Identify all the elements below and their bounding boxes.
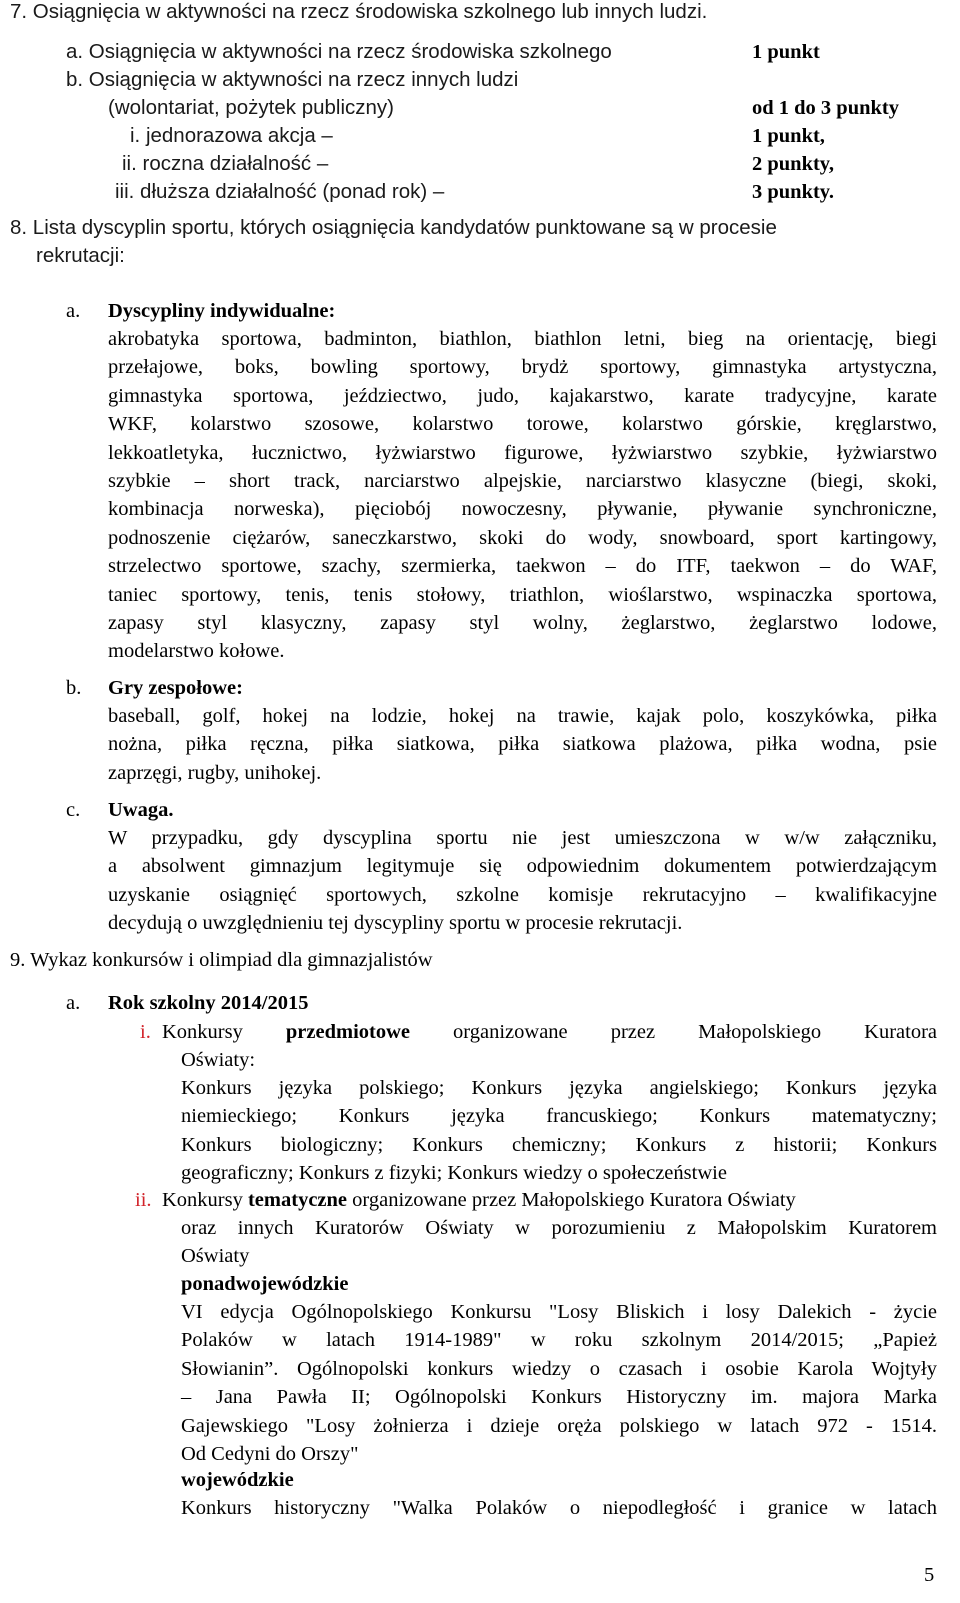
s8-c-marker: c. <box>66 799 81 821</box>
s8-a-line: taniec sportowy, tenis, tenis stołowy, triathlon, wioślarstwo, wspinaczka sportowa, <box>108 583 937 606</box>
section-8-heading-line1: 8. Lista dyscyplin sportu, których osiągnięcia kandydatów punktowane są w procesie <box>10 216 777 239</box>
s8-b-line: baseball, golf, hokej na lodzie, hokej na trawie, kajak polo, koszykówka, piłka <box>108 705 937 727</box>
s9-ii-line: Oświaty <box>181 1245 250 1268</box>
s7-item-ii-label: ii. roczna działalność – <box>122 152 329 175</box>
s8-a-line: kombinacja norweska), pięciobój nowoczesny, pływanie, pływanie synchroniczne, <box>108 498 937 521</box>
s9-i-post: organizowane przez Małopolskiego Kuratora <box>410 1021 937 1043</box>
s9-i-line <box>162 1018 937 1046</box>
s8-a-title: Dyscypliny indywidualne: <box>108 300 336 322</box>
s9-i-contest-line: niemieckiego; Konkurs języka francuskiego; Konkurs matematyczny; <box>181 1105 937 1128</box>
s8-a-line: lekkoatletyka, łucznictwo, łyżwiarstwo figurowe, łyżwiarstwo szybkie, łyżwiarstwo <box>108 441 937 464</box>
s9-a-title: Rok szkolny 2014/2015 <box>108 992 309 1014</box>
s9-supra-line: VI edycja Ogólnopolskiego Konkursu "Losy Bliskich i losy Dalekich - życie <box>181 1301 937 1323</box>
s8-a-marker: a. <box>66 300 81 322</box>
s8-a-disciplines <box>108 325 937 666</box>
s9-i-pre: Konkursy <box>162 1021 286 1043</box>
s9-ii-pre: Konkursy <box>162 1189 248 1211</box>
s8-a-line: modelarstwo kołowe. <box>108 640 285 663</box>
s8-c-line: a absolwent gimnazjum legitymuje się odpowiednim dokumentem potwierdzającym <box>108 855 937 878</box>
page-number: 5 <box>924 1564 935 1586</box>
s8-a-line: WKF, kolarstwo szosowe, kolarstwo torowe, kolarstwo górskie, kręglarstwo, <box>108 413 937 436</box>
s7-item-a-points: 1 punkt <box>752 41 820 63</box>
s9-i-marker: i. <box>140 1021 151 1043</box>
s9-supra-line: Słowianin”. Ogólnopolski konkurs wiedzy o czasach i osobie Karola Wojtyły <box>181 1357 937 1380</box>
s7-item-ii-points: 2 punkty, <box>752 153 835 175</box>
s9-i-contests <box>181 1074 937 1188</box>
s9-ii-post: organizowane przez Małopolskiego Kuratora Oświaty <box>347 1189 796 1211</box>
s9-ii-line: oraz innych Kuratorów Oświaty w porozumieniu z Małopolskim Kuratorem <box>181 1217 937 1239</box>
s9-supra-regional-label: ponadwojewódzkie <box>181 1273 349 1295</box>
s8-a-line: gimnastyka sportowa, jeździectwo, judo, kajakarstwo, karate tradycyjne, karate <box>108 384 937 407</box>
s9-supra-regional-contests <box>181 1298 937 1468</box>
s9-supra-line: – Jana Pawła II; Ogólnopolski Konkurs Historyczny im. majora Marka <box>181 1386 937 1409</box>
s9-i-contest-line: Konkurs biologiczny; Konkurs chemiczny; Konkurs z historii; Konkurs <box>181 1133 937 1156</box>
s8-a-line: zapasy styl klasyczny, zapasy styl wolny, żeglarstwo, żeglarstwo lodowe, <box>108 612 937 635</box>
s8-b-title: Gry zespołowe: <box>108 677 243 699</box>
s8-c-line: uzyskanie osiągnięć sportowych, szkolne komisje rekrutacyjno – kwalifikacyjne <box>108 883 937 906</box>
s8-a-line: szybkie – short track, narciarstwo alpejskie, narciarstwo klasyczne (biegi, skoki, <box>108 470 937 493</box>
s9-i-line2: Oświaty: <box>181 1049 256 1071</box>
s8-c-line: decydują o uwzględnieniu tej dyscypliny sportu w procesie rekrutacji. <box>108 912 683 935</box>
s9-i-first-line <box>162 1018 937 1046</box>
s8-c-line: W przypadku, gdy dyscyplina sportu nie jest umieszczona w w/w załączniku, <box>108 827 937 849</box>
s7-item-i-label: i. jednorazowa akcja – <box>130 124 333 147</box>
s7-item-b-label-line2: (wolontariat, pożytek publiczny) <box>108 96 394 119</box>
s9-i-bold: przedmiotowe <box>285 1021 411 1043</box>
s7-item-i-points: 1 punkt, <box>752 125 825 147</box>
s7-item-iii-label: iii. dłuższa działalność (ponad rok) – <box>115 180 445 203</box>
s8-a-line: akrobatyka sportowa, badminton, biathlon, biathlon letni, bieg na orientację, biegi <box>108 328 937 350</box>
s8-a-line: przełajowe, boks, bowling sportowy, brydż sportowy, gimnastyka artystyczna, <box>108 356 937 379</box>
s9-ii-continuation <box>181 1214 937 1271</box>
s9-ii-bold: tematyczne <box>247 1189 348 1211</box>
s8-a-line: podnoszenie ciężarów, saneczkarstwo, skoki do wody, snowboard, sport kartingowy, <box>108 526 937 549</box>
section-8-heading-line2: rekrutacji: <box>36 244 125 267</box>
s7-item-b-points: od 1 do 3 punkty <box>752 97 899 119</box>
s9-voiv-line: Konkurs historyczny "Walka Polaków o niepodległość i granice w latach <box>181 1497 937 1519</box>
s8-a-line: strzelectwo sportowe, szachy, szermierka, taekwon – do ITF, taekwon – do WAF, <box>108 555 937 578</box>
s9-voivodeship-label: wojewódzkie <box>181 1469 294 1491</box>
section-7-heading: 7. Osiągnięcia w aktywności na rzecz środowiska szkolnego lub innych ludzi. <box>10 0 708 23</box>
s9-supra-line: Polaków w latach 1914-1989" w roku szkolnym 2014/2015; „Papież <box>181 1329 937 1352</box>
s8-b-line: nożna, piłka ręczna, piłka siatkowa, piłka siatkowa plażowa, piłka wodna, psie <box>108 733 937 756</box>
s9-voivodeship-contests <box>181 1494 937 1522</box>
s7-item-b-label-line1: b. Osiągnięcia w aktywności na rzecz innych ludzi <box>66 68 519 91</box>
s7-item-a-label: a. Osiągnięcia w aktywności na rzecz środowiska szkolnego <box>66 40 612 63</box>
s8-c-note <box>108 824 937 938</box>
s9-ii-first-line <box>162 1186 796 1214</box>
s7-item-iii-points: 3 punkty. <box>752 181 835 203</box>
s8-b-team-games <box>108 702 937 787</box>
s9-i-contest-line: Konkurs języka polskiego; Konkurs języka angielskiego; Konkurs języka <box>181 1077 937 1099</box>
s9-a-marker: a. <box>66 992 81 1014</box>
s8-c-title: Uwaga. <box>108 799 174 821</box>
s9-supra-line: Od Cedyni do Orszy" <box>181 1443 359 1466</box>
s9-i-contest-line: geograficzny; Konkurs z fizyki; Konkurs wiedzy o społeczeństwie <box>181 1162 727 1185</box>
s8-b-line: zaprzęgi, rugby, unihokej. <box>108 761 322 784</box>
section-9-heading: 9. Wykaz konkursów i olimpiad dla gimnazjalistów <box>10 949 433 971</box>
s9-supra-line: Gajewskiego "Losy żołnierza i dzieje oręża polskiego w latach 972 - 1514. <box>181 1414 937 1437</box>
s9-ii-marker: ii. <box>135 1189 152 1211</box>
s8-b-marker: b. <box>66 677 82 699</box>
